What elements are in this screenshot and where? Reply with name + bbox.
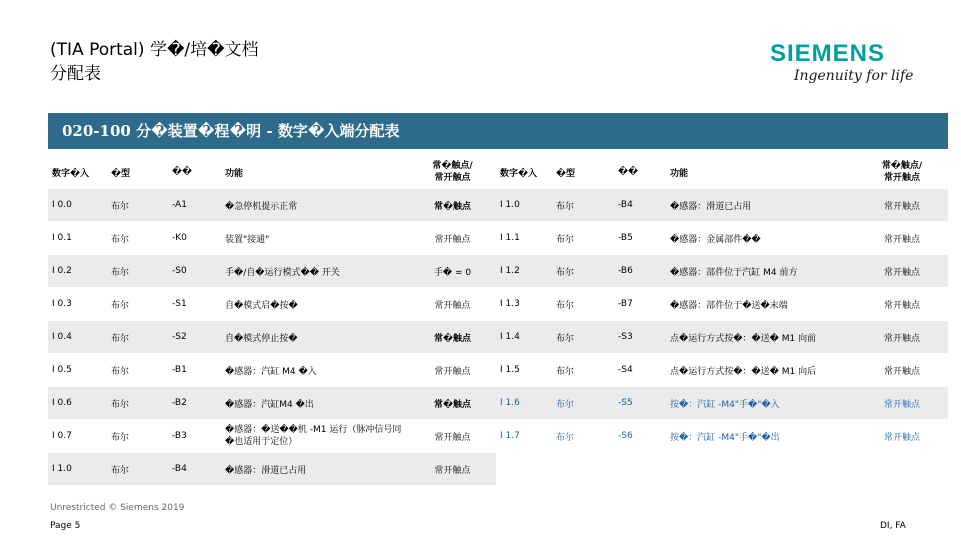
cell-input: I 0.0 <box>48 189 107 222</box>
cell-type: 布尔 <box>552 387 614 420</box>
cell-input: I 0.2 <box>48 255 107 288</box>
header-tag-left: �� <box>168 156 221 189</box>
cell-function: 装置"接通" <box>221 222 409 255</box>
cell-contact: 常开触点 <box>409 453 496 486</box>
cell-tag: -B4 <box>168 453 221 486</box>
cell-type: 布尔 <box>552 222 614 255</box>
cell-tag: -S2 <box>168 321 221 354</box>
header-type-left: �型 <box>107 156 168 189</box>
cell-function: �感器：汽缸M4 �出 <box>221 387 409 420</box>
cell-type: 布尔 <box>552 354 614 387</box>
cell-empty <box>496 453 552 486</box>
siemens-logo-wordmark: SIEMENS <box>770 40 886 67</box>
cell-type: 布尔 <box>107 387 168 420</box>
table-header-row <box>48 156 948 189</box>
cell-input: I 0.1 <box>48 222 107 255</box>
table-row <box>48 189 948 222</box>
cell-function: �急停机提示正常 <box>221 189 409 222</box>
cell-type: 布尔 <box>107 321 168 354</box>
cell-tag: -B1 <box>168 354 221 387</box>
cell-contact: 常开触点 <box>409 354 496 387</box>
cell-tag: -B4 <box>614 189 666 222</box>
cell-contact: 常开触点 <box>409 420 496 453</box>
cell-type: 布尔 <box>107 354 168 387</box>
cell-type: 布尔 <box>552 420 614 453</box>
copyright-notice: Unrestricted © Siemens 2019 <box>50 503 185 513</box>
cell-contact: 常开触点 <box>856 387 948 420</box>
header-contact-right: 常�触点/ 常开触点 <box>856 156 948 189</box>
cell-type: 布尔 <box>107 255 168 288</box>
cell-contact: 常�触点 <box>409 189 496 222</box>
cell-type: 布尔 <box>552 255 614 288</box>
cell-function: 点�运行方式按�：�送� M1 向前 <box>666 321 856 354</box>
table-row <box>48 321 948 354</box>
cell-function: 自�模式停止按� <box>221 321 409 354</box>
cell-tag: -S5 <box>614 387 666 420</box>
table-row <box>48 288 948 321</box>
cell-input: I 1.3 <box>496 288 552 321</box>
cell-function: �感器：部件位于汽缸 M4 前方 <box>666 255 856 288</box>
cell-contact: 常开触点 <box>409 222 496 255</box>
cell-input: I 0.4 <box>48 321 107 354</box>
cell-contact: 常开触点 <box>856 189 948 222</box>
header-digital-input-right: 数字�入 <box>496 156 552 189</box>
header-function-right: 功能 <box>666 156 856 189</box>
cell-function: 按�：汽缸 -M4"手�"�出 <box>666 420 856 453</box>
cell-empty <box>552 453 614 486</box>
cell-tag: -B6 <box>614 255 666 288</box>
cell-input: I 1.5 <box>496 354 552 387</box>
cell-function: 点�运行方式按�：�送� M1 向后 <box>666 354 856 387</box>
cell-type: 布尔 <box>107 189 168 222</box>
table-row <box>48 255 948 288</box>
header-contact-left: 常�触点/ 常开触点 <box>409 156 496 189</box>
cell-input: I 0.6 <box>48 387 107 420</box>
cell-empty <box>856 453 948 486</box>
table-row <box>48 354 948 387</box>
cell-contact: 常开触点 <box>856 420 948 453</box>
cell-input: I 1.0 <box>496 189 552 222</box>
cell-function: �感器：汽缸 M4 �入 <box>221 354 409 387</box>
table-row <box>48 453 948 486</box>
cell-contact: 常�触点 <box>409 321 496 354</box>
section-banner: 020-100 分�装置�程�明 - 数字�入端分配表 <box>48 113 948 149</box>
header-digital-input-left: 数字�入 <box>48 156 107 189</box>
cell-contact: 常�触点 <box>409 387 496 420</box>
cell-function: 手�/自�运行模式�� 开关 <box>221 255 409 288</box>
cell-contact: 常开触点 <box>856 255 948 288</box>
cell-tag: -S3 <box>614 321 666 354</box>
cell-tag: -S1 <box>168 288 221 321</box>
cell-input: I 1.6 <box>496 387 552 420</box>
cell-input: I 1.7 <box>496 420 552 453</box>
cell-type: 布尔 <box>552 321 614 354</box>
header-function-left: 功能 <box>221 156 409 189</box>
header-type-right: �型 <box>552 156 614 189</box>
cell-tag: -B3 <box>168 420 221 453</box>
cell-type: 布尔 <box>107 222 168 255</box>
cell-empty <box>614 453 666 486</box>
cell-tag: -B7 <box>614 288 666 321</box>
cell-input: I 1.4 <box>496 321 552 354</box>
cell-tag: -S6 <box>614 420 666 453</box>
cell-function: �感器：金属部件�� <box>666 222 856 255</box>
input-assignment-table <box>48 156 948 486</box>
cell-function: �感器：�送��机 -M1 运行（脉冲信号同�也适用于定位） <box>221 420 409 453</box>
siemens-logo-tagline: Ingenuity for life <box>794 68 914 84</box>
cell-empty <box>666 453 856 486</box>
cell-tag: -A1 <box>168 189 221 222</box>
cell-input: I 0.7 <box>48 420 107 453</box>
cell-input: I 0.5 <box>48 354 107 387</box>
cell-type: 布尔 <box>552 288 614 321</box>
cell-contact: 常开触点 <box>856 321 948 354</box>
cell-function: 按�：汽缸 -M4"手�"�入 <box>666 387 856 420</box>
cell-tag: -K0 <box>168 222 221 255</box>
table-row <box>48 420 948 453</box>
table-row <box>48 387 948 420</box>
cell-input: I 1.1 <box>496 222 552 255</box>
cell-contact: 常开触点 <box>856 222 948 255</box>
cell-tag: -B5 <box>614 222 666 255</box>
cell-tag: -S0 <box>168 255 221 288</box>
table-row <box>48 222 948 255</box>
cell-contact: 手� = 0 <box>409 255 496 288</box>
cell-contact: 常开触点 <box>856 288 948 321</box>
siemens-logo <box>770 41 920 84</box>
cell-type: 布尔 <box>107 420 168 453</box>
cell-input: I 0.3 <box>48 288 107 321</box>
cell-function: �感器：滑道已占用 <box>666 189 856 222</box>
cell-function: 自�模式启�按� <box>221 288 409 321</box>
cell-type: 布尔 <box>552 189 614 222</box>
cell-tag: -B2 <box>168 387 221 420</box>
cell-type: 布尔 <box>107 453 168 486</box>
document-title-line2: 分配表 <box>50 64 101 84</box>
org-label: DI, FA <box>880 521 906 531</box>
cell-type: 布尔 <box>107 288 168 321</box>
document-title <box>50 38 259 86</box>
cell-function: �感器：部件位于�送�末端 <box>666 288 856 321</box>
cell-input: I 1.0 <box>48 453 107 486</box>
document-title-line1: (TIA Portal) 学�/培�文档 <box>50 40 259 60</box>
header-tag-right: �� <box>614 156 666 189</box>
cell-contact: 常开触点 <box>856 354 948 387</box>
page-number: Page 5 <box>50 521 81 531</box>
cell-contact: 常开触点 <box>409 288 496 321</box>
cell-function: �感器：滑道已占用 <box>221 453 409 486</box>
cell-tag: -S4 <box>614 354 666 387</box>
cell-input: I 1.2 <box>496 255 552 288</box>
